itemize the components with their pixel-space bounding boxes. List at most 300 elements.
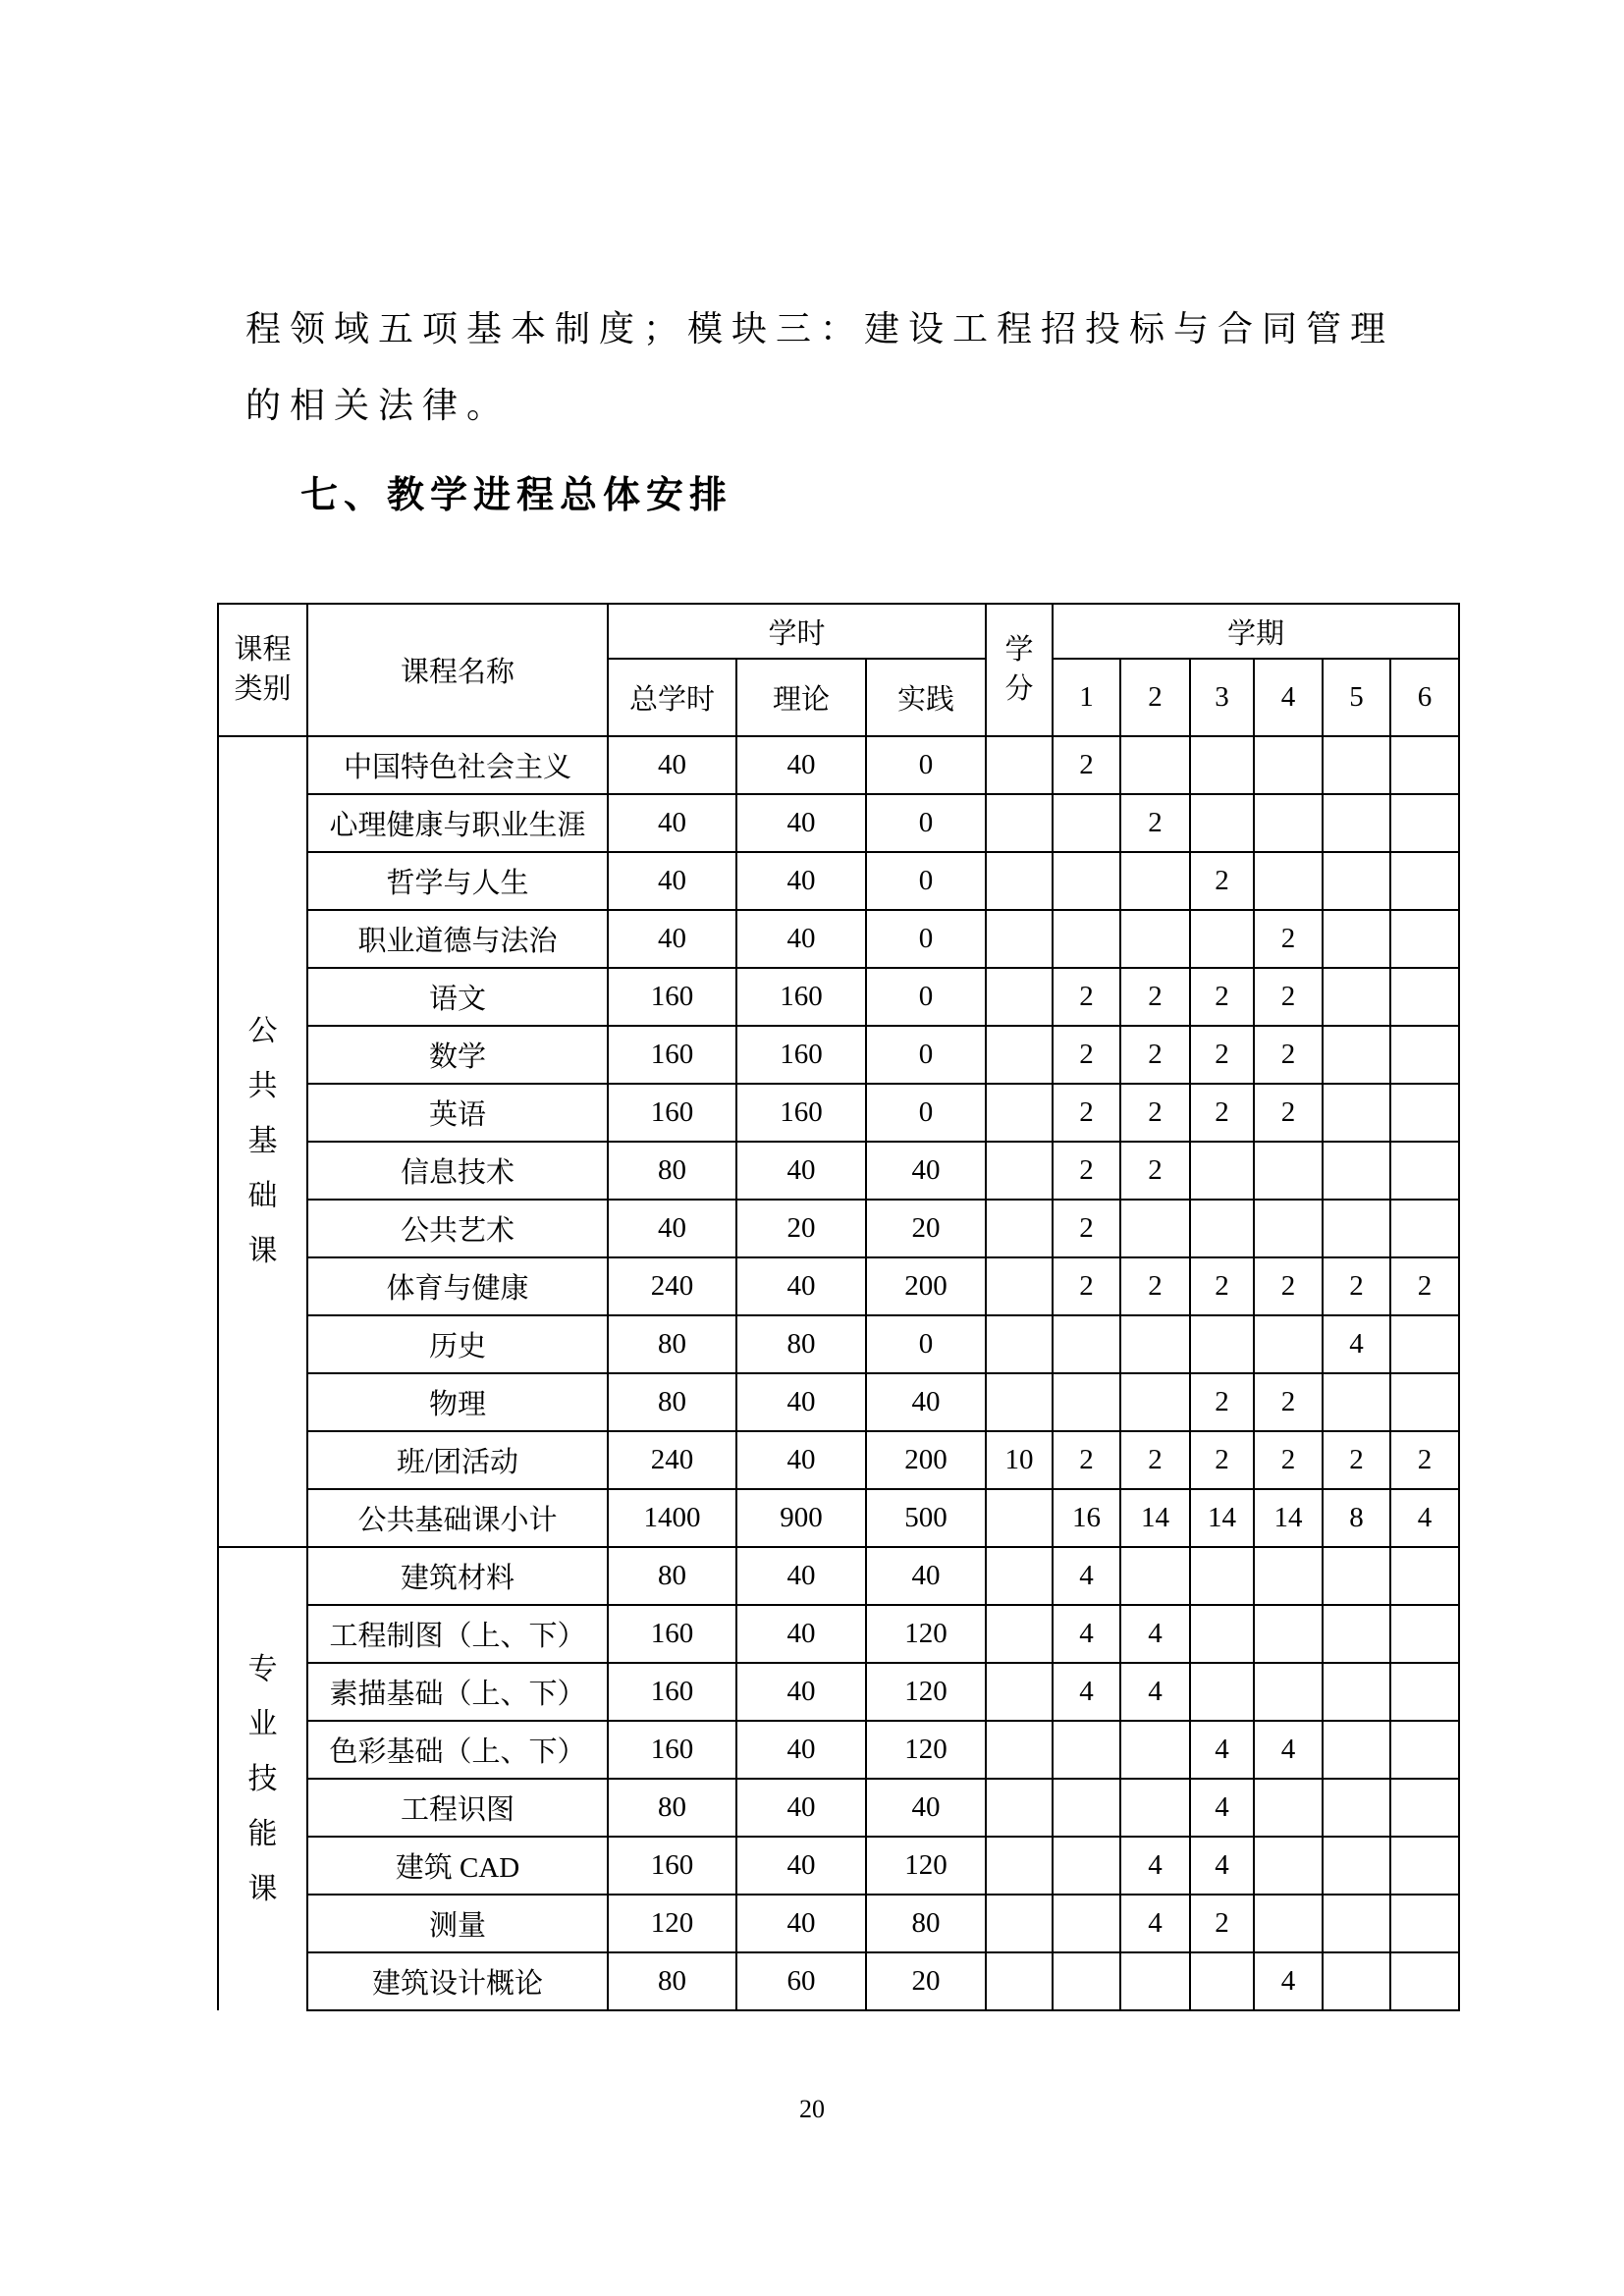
cell-semester-3: 2 (1190, 1373, 1254, 1431)
table-row (218, 736, 1459, 794)
cell-semester-4 (1254, 1315, 1323, 1373)
cell-semester-1 (1053, 1721, 1120, 1779)
cell-semester-2: 2 (1120, 1431, 1190, 1489)
cell-semester-6 (1390, 794, 1459, 852)
row-name-cell: 测量 (307, 1895, 608, 1952)
row-name-cell: 中国特色社会主义 (307, 736, 608, 794)
cell-semester-3 (1190, 1663, 1254, 1721)
cell-semester-3 (1190, 1605, 1254, 1663)
cell-practice-hours: 200 (866, 1257, 986, 1315)
cell-total-hours: 160 (608, 968, 736, 1026)
cell-semester-3 (1190, 1200, 1254, 1257)
cell-semester-1 (1053, 1315, 1120, 1373)
cell-total-hours: 240 (608, 1431, 736, 1489)
cell-semester-5 (1323, 852, 1390, 910)
cell-practice-hours: 0 (866, 1315, 986, 1373)
cell-semester-2: 2 (1120, 794, 1190, 852)
cell-semester-4 (1254, 852, 1323, 910)
cell-semester-4 (1254, 1200, 1323, 1257)
cell-semester-1 (1053, 1373, 1120, 1431)
cell-semester-3 (1190, 794, 1254, 852)
category-cell (218, 736, 307, 1547)
cell-semester-2 (1120, 1373, 1190, 1431)
cell-semester-4 (1254, 736, 1323, 794)
cell-semester-4: 2 (1254, 968, 1323, 1026)
cell-theory-hours: 40 (736, 736, 866, 794)
header-semester-4: 4 (1254, 659, 1323, 736)
cell-theory-hours: 40 (736, 1721, 866, 1779)
cell-total-hours: 80 (608, 1952, 736, 2010)
row-name-cell: 数学 (307, 1026, 608, 1084)
table-row (218, 852, 1459, 910)
category-char: 专 (247, 1652, 278, 1685)
cell-practice-hours: 120 (866, 1605, 986, 1663)
course-table-body (218, 736, 1459, 2010)
cell-semester-4 (1254, 1663, 1323, 1721)
cell-semester-6 (1390, 1142, 1459, 1200)
cell-practice-hours: 0 (866, 968, 986, 1026)
cell-semester-4: 2 (1254, 1373, 1323, 1431)
row-name-cell: 建筑材料 (307, 1547, 608, 1605)
cell-credit (986, 910, 1053, 968)
cell-semester-6 (1390, 910, 1459, 968)
cell-credit (986, 1547, 1053, 1605)
cell-semester-1: 4 (1053, 1605, 1120, 1663)
cell-semester-6 (1390, 1895, 1459, 1952)
cell-total-hours: 240 (608, 1257, 736, 1315)
cell-semester-5 (1323, 1026, 1390, 1084)
cell-theory-hours: 160 (736, 968, 866, 1026)
cell-theory-hours: 40 (736, 852, 866, 910)
cell-semester-4 (1254, 1547, 1323, 1605)
row-name-cell: 体育与健康 (307, 1257, 608, 1315)
cell-semester-4: 2 (1254, 1431, 1323, 1489)
cell-semester-4 (1254, 1779, 1323, 1837)
cell-semester-5: 2 (1323, 1257, 1390, 1315)
cell-semester-1: 2 (1053, 968, 1120, 1026)
cell-theory-hours: 40 (736, 910, 866, 968)
header-hours-group: 学时 (608, 604, 986, 659)
row-name-cell: 工程识图 (307, 1779, 608, 1837)
cell-total-hours: 160 (608, 1721, 736, 1779)
cell-semester-3: 14 (1190, 1489, 1254, 1547)
category-char: 业 (247, 1707, 278, 1740)
table-row (218, 1837, 1459, 1895)
cell-semester-3: 2 (1190, 1257, 1254, 1315)
cell-semester-1 (1053, 1837, 1120, 1895)
cell-semester-3 (1190, 736, 1254, 794)
cell-semester-5 (1323, 1200, 1390, 1257)
cell-semester-2 (1120, 736, 1190, 794)
cell-practice-hours: 120 (866, 1663, 986, 1721)
cell-semester-2: 4 (1120, 1605, 1190, 1663)
category-char: 公 (247, 1015, 278, 1047)
cell-semester-5 (1323, 910, 1390, 968)
table-row (218, 1489, 1459, 1547)
cell-practice-hours: 120 (866, 1837, 986, 1895)
cell-semester-5 (1323, 1952, 1390, 2010)
cell-credit (986, 1895, 1053, 1952)
cell-semester-1: 2 (1053, 736, 1120, 794)
header-credits (986, 604, 1053, 736)
category-char: 础 (247, 1180, 278, 1212)
table-row (218, 1547, 1459, 1605)
table-row (218, 1084, 1459, 1142)
category-char: 能 (247, 1817, 278, 1850)
cell-credit (986, 1142, 1053, 1200)
cell-total-hours: 40 (608, 794, 736, 852)
cell-semester-4 (1254, 794, 1323, 852)
cell-semester-6 (1390, 968, 1459, 1026)
cell-semester-6 (1390, 1837, 1459, 1895)
header-semester-2: 2 (1120, 659, 1190, 736)
cell-credit (986, 1489, 1053, 1547)
cell-semester-3: 2 (1190, 1026, 1254, 1084)
cell-semester-6 (1390, 1200, 1459, 1257)
cell-credit (986, 1315, 1053, 1373)
cell-semester-2 (1120, 1200, 1190, 1257)
cell-semester-2 (1120, 1547, 1190, 1605)
cell-theory-hours: 40 (736, 1605, 866, 1663)
cell-semester-5 (1323, 1895, 1390, 1952)
table-row (218, 1605, 1459, 1663)
cell-theory-hours: 40 (736, 1779, 866, 1837)
category-vertical-label (219, 1652, 306, 1905)
category-char: 课 (247, 1235, 278, 1267)
cell-semester-3 (1190, 1315, 1254, 1373)
body-text-line-1: 程领域五项基本制度；模块三：建设工程招投标与合同管理 (245, 309, 1395, 348)
cell-semester-2: 4 (1120, 1663, 1190, 1721)
cell-credit (986, 1200, 1053, 1257)
table-row (218, 1952, 1459, 2010)
cell-semester-2: 4 (1120, 1895, 1190, 1952)
section-heading: 七、教学进程总体安排 (300, 475, 733, 516)
table-row (218, 1895, 1459, 1952)
cell-semester-2: 14 (1120, 1489, 1190, 1547)
cell-semester-1: 2 (1053, 1142, 1120, 1200)
cell-semester-3: 2 (1190, 852, 1254, 910)
header-row-groups (218, 604, 1459, 659)
row-name-cell: 物理 (307, 1373, 608, 1431)
header-semester-1: 1 (1053, 659, 1120, 736)
row-name-cell: 信息技术 (307, 1142, 608, 1200)
cell-credit (986, 1837, 1053, 1895)
cell-semester-6: 2 (1390, 1431, 1459, 1489)
cell-credit (986, 1605, 1053, 1663)
cell-practice-hours: 40 (866, 1779, 986, 1837)
row-name-cell: 英语 (307, 1084, 608, 1142)
table-row (218, 1026, 1459, 1084)
cell-semester-5 (1323, 1373, 1390, 1431)
cell-semester-2: 2 (1120, 968, 1190, 1026)
cell-total-hours: 1400 (608, 1489, 736, 1547)
body-text-line-2: 的相关法律。 (245, 386, 512, 425)
cell-semester-5 (1323, 1837, 1390, 1895)
cell-total-hours: 80 (608, 1373, 736, 1431)
cell-semester-5 (1323, 1084, 1390, 1142)
cell-semester-1: 2 (1053, 1431, 1120, 1489)
cell-semester-4 (1254, 1605, 1323, 1663)
cell-semester-6 (1390, 1663, 1459, 1721)
cell-semester-2 (1120, 852, 1190, 910)
cell-theory-hours: 40 (736, 1837, 866, 1895)
cell-semester-4 (1254, 1837, 1323, 1895)
cell-theory-hours: 40 (736, 1431, 866, 1489)
cell-semester-5: 2 (1323, 1431, 1390, 1489)
cell-semester-1: 4 (1053, 1663, 1120, 1721)
cell-semester-3 (1190, 1952, 1254, 2010)
cell-total-hours: 80 (608, 1547, 736, 1605)
cell-semester-4 (1254, 1895, 1323, 1952)
cell-credit (986, 852, 1053, 910)
cell-semester-4: 4 (1254, 1952, 1323, 2010)
cell-semester-1: 4 (1053, 1547, 1120, 1605)
header-course-name: 课程名称 (307, 604, 608, 736)
cell-total-hours: 160 (608, 1084, 736, 1142)
cell-total-hours: 40 (608, 852, 736, 910)
cell-credit (986, 1663, 1053, 1721)
cell-semester-2: 2 (1120, 1257, 1190, 1315)
table-row (218, 1200, 1459, 1257)
cell-total-hours: 80 (608, 1142, 736, 1200)
cell-theory-hours: 40 (736, 1373, 866, 1431)
cell-credit (986, 1026, 1053, 1084)
cell-semester-1 (1053, 852, 1120, 910)
cell-semester-2 (1120, 1721, 1190, 1779)
cell-semester-1: 16 (1053, 1489, 1120, 1547)
cell-practice-hours: 0 (866, 852, 986, 910)
cell-semester-1 (1053, 910, 1120, 968)
cell-semester-3: 4 (1190, 1779, 1254, 1837)
cell-semester-3: 2 (1190, 1084, 1254, 1142)
cell-practice-hours: 0 (866, 736, 986, 794)
category-char: 技 (247, 1762, 278, 1795)
cell-semester-6 (1390, 1084, 1459, 1142)
cell-theory-hours: 60 (736, 1952, 866, 2010)
row-name-cell: 公共艺术 (307, 1200, 608, 1257)
cell-theory-hours: 40 (736, 794, 866, 852)
cell-credit (986, 1257, 1053, 1315)
cell-semester-5 (1323, 1721, 1390, 1779)
row-name-cell: 语文 (307, 968, 608, 1026)
cell-semester-4: 14 (1254, 1489, 1323, 1547)
cell-total-hours: 120 (608, 1895, 736, 1952)
cell-semester-6 (1390, 1373, 1459, 1431)
table-row (218, 1779, 1459, 1837)
header-course-category-line2: 类别 (234, 672, 292, 705)
cell-semester-5 (1323, 794, 1390, 852)
cell-semester-2: 2 (1120, 1026, 1190, 1084)
cell-theory-hours: 80 (736, 1315, 866, 1373)
cell-practice-hours: 0 (866, 1084, 986, 1142)
row-name-cell: 色彩基础（上、下） (307, 1721, 608, 1779)
table-row (218, 910, 1459, 968)
cell-semester-5 (1323, 1605, 1390, 1663)
row-name-cell: 班/团活动 (307, 1431, 608, 1489)
cell-practice-hours: 40 (866, 1547, 986, 1605)
cell-semester-6 (1390, 1721, 1459, 1779)
table-row (218, 1315, 1459, 1373)
header-semester-group: 学期 (1053, 604, 1459, 659)
cell-semester-3: 4 (1190, 1837, 1254, 1895)
cell-semester-4: 4 (1254, 1721, 1323, 1779)
row-name-cell: 工程制图（上、下） (307, 1605, 608, 1663)
cell-semester-5 (1323, 736, 1390, 794)
cell-semester-1: 2 (1053, 1200, 1120, 1257)
category-char: 基 (247, 1125, 278, 1157)
cell-total-hours: 40 (608, 1200, 736, 1257)
table-row (218, 1142, 1459, 1200)
cell-semester-2 (1120, 1315, 1190, 1373)
header-credits-line2: 分 (1004, 672, 1034, 705)
cell-theory-hours: 40 (736, 1547, 866, 1605)
cell-semester-3: 2 (1190, 1431, 1254, 1489)
header-course-category (218, 604, 307, 736)
cell-total-hours: 80 (608, 1779, 736, 1837)
category-cell (218, 1547, 307, 2010)
cell-semester-6: 4 (1390, 1489, 1459, 1547)
cell-theory-hours: 40 (736, 1257, 866, 1315)
cell-semester-1 (1053, 1952, 1120, 2010)
table-row (218, 968, 1459, 1026)
cell-practice-hours: 20 (866, 1952, 986, 2010)
cell-total-hours: 40 (608, 736, 736, 794)
cell-semester-2: 2 (1120, 1084, 1190, 1142)
cell-theory-hours: 160 (736, 1084, 866, 1142)
cell-semester-5 (1323, 1547, 1390, 1605)
cell-practice-hours: 80 (866, 1895, 986, 1952)
row-name-cell: 公共基础课小计 (307, 1489, 608, 1547)
cell-credit (986, 794, 1053, 852)
cell-semester-4: 2 (1254, 1257, 1323, 1315)
cell-semester-5 (1323, 1142, 1390, 1200)
cell-practice-hours: 120 (866, 1721, 986, 1779)
cell-semester-5 (1323, 968, 1390, 1026)
table-header (218, 604, 1459, 736)
cell-total-hours: 160 (608, 1605, 736, 1663)
cell-practice-hours: 0 (866, 910, 986, 968)
table-row (218, 1373, 1459, 1431)
cell-credit: 10 (986, 1431, 1053, 1489)
cell-semester-6 (1390, 1547, 1459, 1605)
cell-semester-6 (1390, 1605, 1459, 1663)
cell-theory-hours: 900 (736, 1489, 866, 1547)
cell-practice-hours: 0 (866, 1026, 986, 1084)
cell-semester-1 (1053, 1895, 1120, 1952)
curriculum-table (217, 603, 1460, 2011)
cell-semester-4: 2 (1254, 910, 1323, 968)
table-row (218, 794, 1459, 852)
row-name-cell: 建筑 CAD (307, 1837, 608, 1895)
table-row (218, 1663, 1459, 1721)
cell-semester-6 (1390, 1315, 1459, 1373)
row-name-cell: 哲学与人生 (307, 852, 608, 910)
row-name-cell: 职业道德与法治 (307, 910, 608, 968)
header-practice-hours: 实践 (866, 659, 986, 736)
table-row (218, 1431, 1459, 1489)
category-char: 课 (247, 1872, 278, 1905)
cell-semester-1 (1053, 1779, 1120, 1837)
cell-credit (986, 968, 1053, 1026)
row-name-cell: 建筑设计概论 (307, 1952, 608, 2010)
cell-total-hours: 80 (608, 1315, 736, 1373)
table-row (218, 1721, 1459, 1779)
cell-semester-2 (1120, 910, 1190, 968)
row-name-cell: 素描基础（上、下） (307, 1663, 608, 1721)
cell-semester-6 (1390, 1779, 1459, 1837)
cell-theory-hours: 40 (736, 1663, 866, 1721)
cell-semester-2: 4 (1120, 1837, 1190, 1895)
header-credits-line1: 学 (1004, 634, 1034, 667)
cell-theory-hours: 20 (736, 1200, 866, 1257)
cell-semester-5: 4 (1323, 1315, 1390, 1373)
cell-credit (986, 1779, 1053, 1837)
cell-semester-3: 2 (1190, 968, 1254, 1026)
cell-total-hours: 160 (608, 1026, 736, 1084)
row-name-cell: 历史 (307, 1315, 608, 1373)
cell-total-hours: 40 (608, 910, 736, 968)
cell-credit (986, 1721, 1053, 1779)
row-name-cell: 心理健康与职业生涯 (307, 794, 608, 852)
cell-semester-3 (1190, 1142, 1254, 1200)
header-semester-6: 6 (1390, 659, 1459, 736)
cell-practice-hours: 40 (866, 1142, 986, 1200)
cell-semester-3 (1190, 910, 1254, 968)
cell-semester-2: 2 (1120, 1142, 1190, 1200)
cell-theory-hours: 40 (736, 1142, 866, 1200)
cell-semester-2 (1120, 1779, 1190, 1837)
cell-credit (986, 1084, 1053, 1142)
cell-semester-4: 2 (1254, 1084, 1323, 1142)
cell-theory-hours: 160 (736, 1026, 866, 1084)
cell-credit (986, 736, 1053, 794)
category-vertical-label (219, 1017, 306, 1266)
table-row (218, 1257, 1459, 1315)
header-semester-3: 3 (1190, 659, 1254, 736)
cell-semester-5 (1323, 1779, 1390, 1837)
cell-semester-4: 2 (1254, 1026, 1323, 1084)
page-number: 20 (799, 2095, 825, 2123)
cell-semester-6 (1390, 1952, 1459, 2010)
header-semester-5: 5 (1323, 659, 1390, 736)
cell-semester-3 (1190, 1547, 1254, 1605)
cell-semester-5: 8 (1323, 1489, 1390, 1547)
cell-practice-hours: 200 (866, 1431, 986, 1489)
cell-total-hours: 160 (608, 1837, 736, 1895)
cell-practice-hours: 20 (866, 1200, 986, 1257)
cell-semester-3: 2 (1190, 1895, 1254, 1952)
cell-practice-hours: 40 (866, 1373, 986, 1431)
cell-semester-5 (1323, 1663, 1390, 1721)
cell-semester-1: 2 (1053, 1084, 1120, 1142)
cell-practice-hours: 0 (866, 794, 986, 852)
cell-semester-6: 2 (1390, 1257, 1459, 1315)
cell-practice-hours: 500 (866, 1489, 986, 1547)
cell-semester-6 (1390, 736, 1459, 794)
header-total-hours: 总学时 (608, 659, 736, 736)
cell-semester-6 (1390, 852, 1459, 910)
cell-semester-1: 2 (1053, 1026, 1120, 1084)
cell-credit (986, 1952, 1053, 2010)
cell-semester-4 (1254, 1142, 1323, 1200)
header-theory-hours: 理论 (736, 659, 866, 736)
cell-theory-hours: 40 (736, 1895, 866, 1952)
cell-semester-1 (1053, 794, 1120, 852)
category-char: 共 (247, 1070, 278, 1102)
cell-total-hours: 160 (608, 1663, 736, 1721)
cell-credit (986, 1373, 1053, 1431)
cell-semester-6 (1390, 1026, 1459, 1084)
